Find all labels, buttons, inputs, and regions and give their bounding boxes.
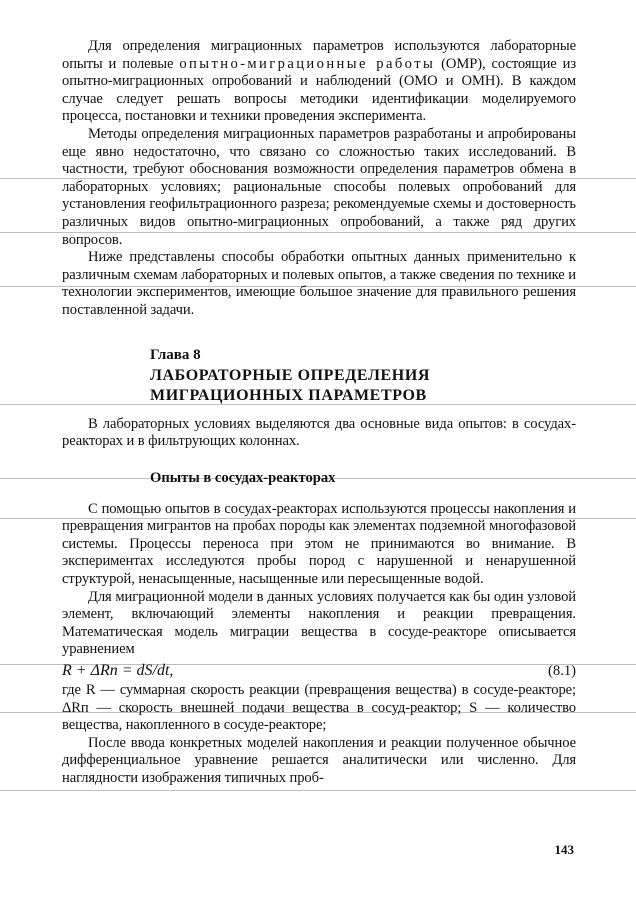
section-paragraph-final: После ввода конкретных моделей накопления и реакции полученное обычное дифференциальное уравнение решается аналитически или численно. Для наглядности изображения типичных проб- <box>62 734 576 786</box>
section-paragraph-1: С помощью опытов в сосудах-реакторах используются процессы накопления и превращения мигрантов на пробах породы как элементах подземной многофазовой системы. Процессы переноса при этом не принимаются во внимание. В экспериментах исследуются пробы пород с нарушенной и ненарушенной структурой, ненасыщенные, насыщенные или пересыщенные водой. <box>62 500 576 588</box>
equation-legend: где R — суммарная скорость реакции (превращения вещества) в сосуде-реакторе; ΔRп — скорость внешней подачи вещества в сосуд-реактор; S — количество вещества, накопленного в сосуде-реакторе; <box>62 682 576 734</box>
page-body <box>62 38 576 788</box>
intro-paragraph-1-start: Для определения миграционных параметров используются лабораторные опыты и полевые <box>62 38 576 72</box>
equation: R + ΔRп = dS/dt, <box>62 662 174 680</box>
chapter-intro-paragraph: В лабораторных условиях выделяются два основные вида опытов: в сосудах-реакторах и в фильтрующих колоннах. <box>62 415 576 450</box>
page-number: 143 <box>554 842 574 857</box>
intro-paragraph-3: Ниже представлены способы обработки опытных данных применительно к различным схемам лабораторных и полевых опытов, а также сведения по технике и технологии экспериментов, имеющие большое значение для правильного решения поставленной задачи. <box>62 249 576 318</box>
section-title: Опыты в сосудах-реакторах <box>150 469 336 486</box>
equation-row <box>62 661 576 681</box>
chapter-title-line-1: ЛАБОРАТОРНЫЕ ОПРЕДЕЛЕНИЯ <box>150 366 431 384</box>
chapter-number: Глава 8 <box>150 346 201 363</box>
equation-number: (8.1) <box>548 663 576 680</box>
intro-paragraph-2: Методы определения миграционных параметров разработаны и апробированы еще явно недостаточно, что связано со сложностью таких исследований. В частности, требуют обоснования возможности определения параметров обмена в лабораторных условиях; рациональные способы полевых опробований для установления геофильтрационного разреза; рекомендуемые схемы и достоверность различных видов опытно-миграционных опробований, а также ряд других вопросов. <box>62 125 576 248</box>
scan-rule <box>0 790 636 791</box>
intro-paragraph-1-spaced-term: опытно-миграционные работы <box>179 55 436 72</box>
chapter-title-line-2: МИГРАЦИОННЫХ ПАРАМЕТРОВ <box>150 386 427 404</box>
intro-paragraph-1 <box>62 38 576 126</box>
section-paragraph-2: Для миграционной модели в данных условиях получается как бы один узловой элемент, включающий элементы накопления и реакции превращения. Математическая модель миграции вещества в сосуде-реакторе описывается уравнением <box>62 588 576 658</box>
intro-paragraph-1-end: (ОМР), состоящие из опытно-миграционных опробований и наблюдений (ОМО и ОМН). В каждом случае следует решать вопросы методики идентификации моделируемого процесса, постановки и техники проведения эксперимента. <box>62 55 577 125</box>
